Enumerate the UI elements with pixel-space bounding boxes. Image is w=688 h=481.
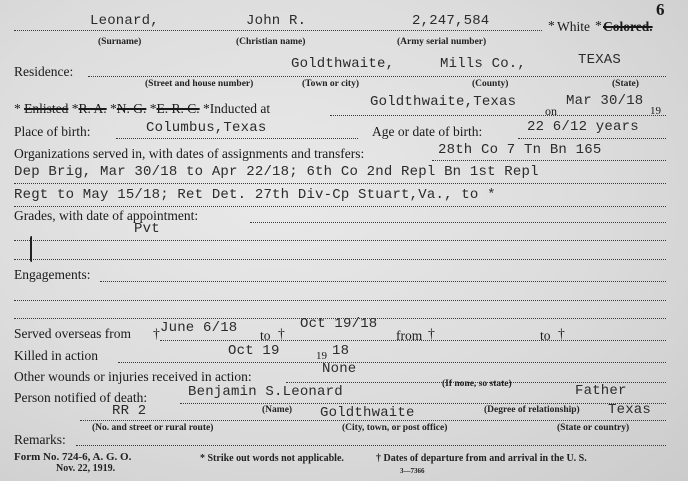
nineteen-label: 19 [650, 105, 661, 117]
organization-line-3: Regt to May 15/18; Ret Det. 27th Div-Cp Stuart,Va., to * [14, 187, 496, 203]
killed-line [118, 362, 666, 363]
grades-rule-2 [14, 240, 666, 241]
from-label: from [396, 328, 423, 343]
remarks-label: Remarks: [14, 432, 66, 447]
grades-rule-3 [14, 259, 666, 260]
race-white-label: White [557, 19, 590, 34]
overseas-line [160, 340, 666, 341]
star-mark: * [149, 101, 157, 116]
christian-caption: (Christian name) [236, 37, 306, 47]
organizations-label: Organizations served in, with dates of assignments and transfers: [14, 146, 365, 161]
dagger-2: † [278, 326, 285, 341]
erc-label: E. R. C. [156, 101, 200, 116]
serial-number-value: 2,247,584 [412, 13, 490, 29]
notified-label: Person notified of death: [14, 390, 148, 405]
name-caption: (Name) [262, 405, 293, 415]
colored-star: * [595, 18, 602, 33]
inducted-at-label: Inducted at [209, 101, 271, 116]
other-wounds-label: Other wounds or injuries received in action: [14, 369, 252, 384]
notified-city-value: Goldthwaite [320, 405, 415, 421]
street-caption: (Street and house number) [145, 79, 254, 89]
killed-label: Killed in action [14, 348, 98, 363]
notified-state-value: Texas [608, 402, 652, 418]
org-rule-2 [14, 183, 666, 184]
dagger-1: † [153, 326, 160, 341]
to-label-2: to [540, 328, 551, 343]
street2-caption: (No. and street or rural route) [92, 423, 214, 433]
killed-date-value: Oct 19 [228, 343, 280, 359]
served-overseas-label: Served overseas from [14, 326, 131, 341]
age-label: Age or date of birth: [372, 124, 483, 139]
age-line [518, 138, 666, 139]
org-rule-1 [432, 160, 666, 161]
engagements-rule-2 [14, 300, 666, 301]
serial-caption: (Army serial number) [397, 37, 487, 47]
name-line [14, 30, 542, 31]
enlisted-label: Enlisted [24, 101, 69, 116]
residence-line [88, 76, 666, 77]
state2-caption: (State or country) [557, 423, 630, 433]
grades-label: Grades, with date of appointment: [14, 208, 199, 223]
surname-value: Leonard, [90, 13, 159, 29]
grades-line [250, 222, 666, 223]
organization-line-1: 28th Co 7 Tn Bn 165 [438, 142, 602, 158]
inducted-line [330, 115, 666, 116]
notified-address-line [80, 420, 666, 421]
strike-note: * Strike out words not applicable. [200, 453, 344, 464]
dagger-3: † [428, 326, 435, 341]
star-mark: * [203, 101, 210, 116]
dates-note: † Dates of departure from and arrival in the U. S. [376, 453, 587, 464]
margin-bracket-mark [30, 236, 35, 262]
killed-19-label: 19 [316, 350, 327, 362]
org-rule-3 [14, 206, 666, 207]
place-of-birth-label: Place of birth: [14, 124, 91, 139]
dagger-4: † [558, 326, 565, 341]
degree-caption: (Degree of relationship) [484, 405, 580, 415]
race-colored-label: Colored. [603, 19, 653, 34]
star-mark: * [14, 101, 21, 116]
card-number: 6 [656, 0, 665, 19]
residence-county: Mills Co., [440, 56, 527, 72]
city2-caption: (City, town, or post office) [342, 423, 448, 433]
inducted-date: Mar 30/18 [566, 93, 644, 109]
birth-age-value: 22 6/12 years [527, 119, 639, 135]
organization-line-2: Dep Brig, Mar 30/18 to Apr 22/18; 6th Co 2nd Repl Bn 1st Repl [14, 164, 539, 180]
form-number: Form No. 724-6, A. G. O. [14, 451, 132, 463]
notified-line [180, 403, 666, 404]
remarks-line [76, 445, 666, 446]
town-caption: (Town or city) [302, 79, 359, 89]
ng-label: N. G. [116, 101, 147, 116]
form-date: Nov. 22, 1919. [56, 463, 116, 474]
on-label: on [545, 104, 557, 118]
engagements-label: Engagements: [14, 267, 91, 282]
engagements-line [100, 281, 666, 282]
overseas-to-value: Oct 19/18 [300, 316, 378, 332]
residence-state: TEXAS [578, 52, 622, 68]
form-code: 3—7366 [400, 467, 425, 475]
to-label-1: to [260, 328, 271, 343]
if-none-caption: (If none, so state) [442, 379, 512, 389]
inducted-place: Goldthwaite,Texas [370, 94, 517, 110]
star-mark: * [110, 101, 117, 116]
killed-year-value: 18 [332, 343, 350, 359]
star-mark: * [71, 101, 79, 116]
birth-place-value: Columbus,Texas [146, 120, 267, 136]
residence-town: Goldthwaite, [291, 56, 395, 72]
notified-street-value: RR 2 [112, 403, 147, 419]
birth-place-line [116, 138, 358, 139]
other-wounds-value: None [322, 361, 357, 377]
county-caption: (County) [472, 79, 509, 89]
state-caption: (State) [612, 79, 639, 89]
enlistment-type-labels [14, 101, 270, 117]
surname-caption: (Surname) [98, 37, 142, 47]
white-star: * [548, 18, 555, 33]
notified-relation-value: Father [575, 383, 627, 399]
overseas-from-value: June 6/18 [160, 320, 238, 336]
christian-name-value: John R. [246, 13, 307, 29]
notified-name-value: Benjamin S.Leonard [188, 384, 343, 400]
grade-value: Pvt [134, 221, 160, 237]
residence-label: Residence: [14, 64, 74, 79]
ra-label: R. A. [78, 101, 107, 116]
